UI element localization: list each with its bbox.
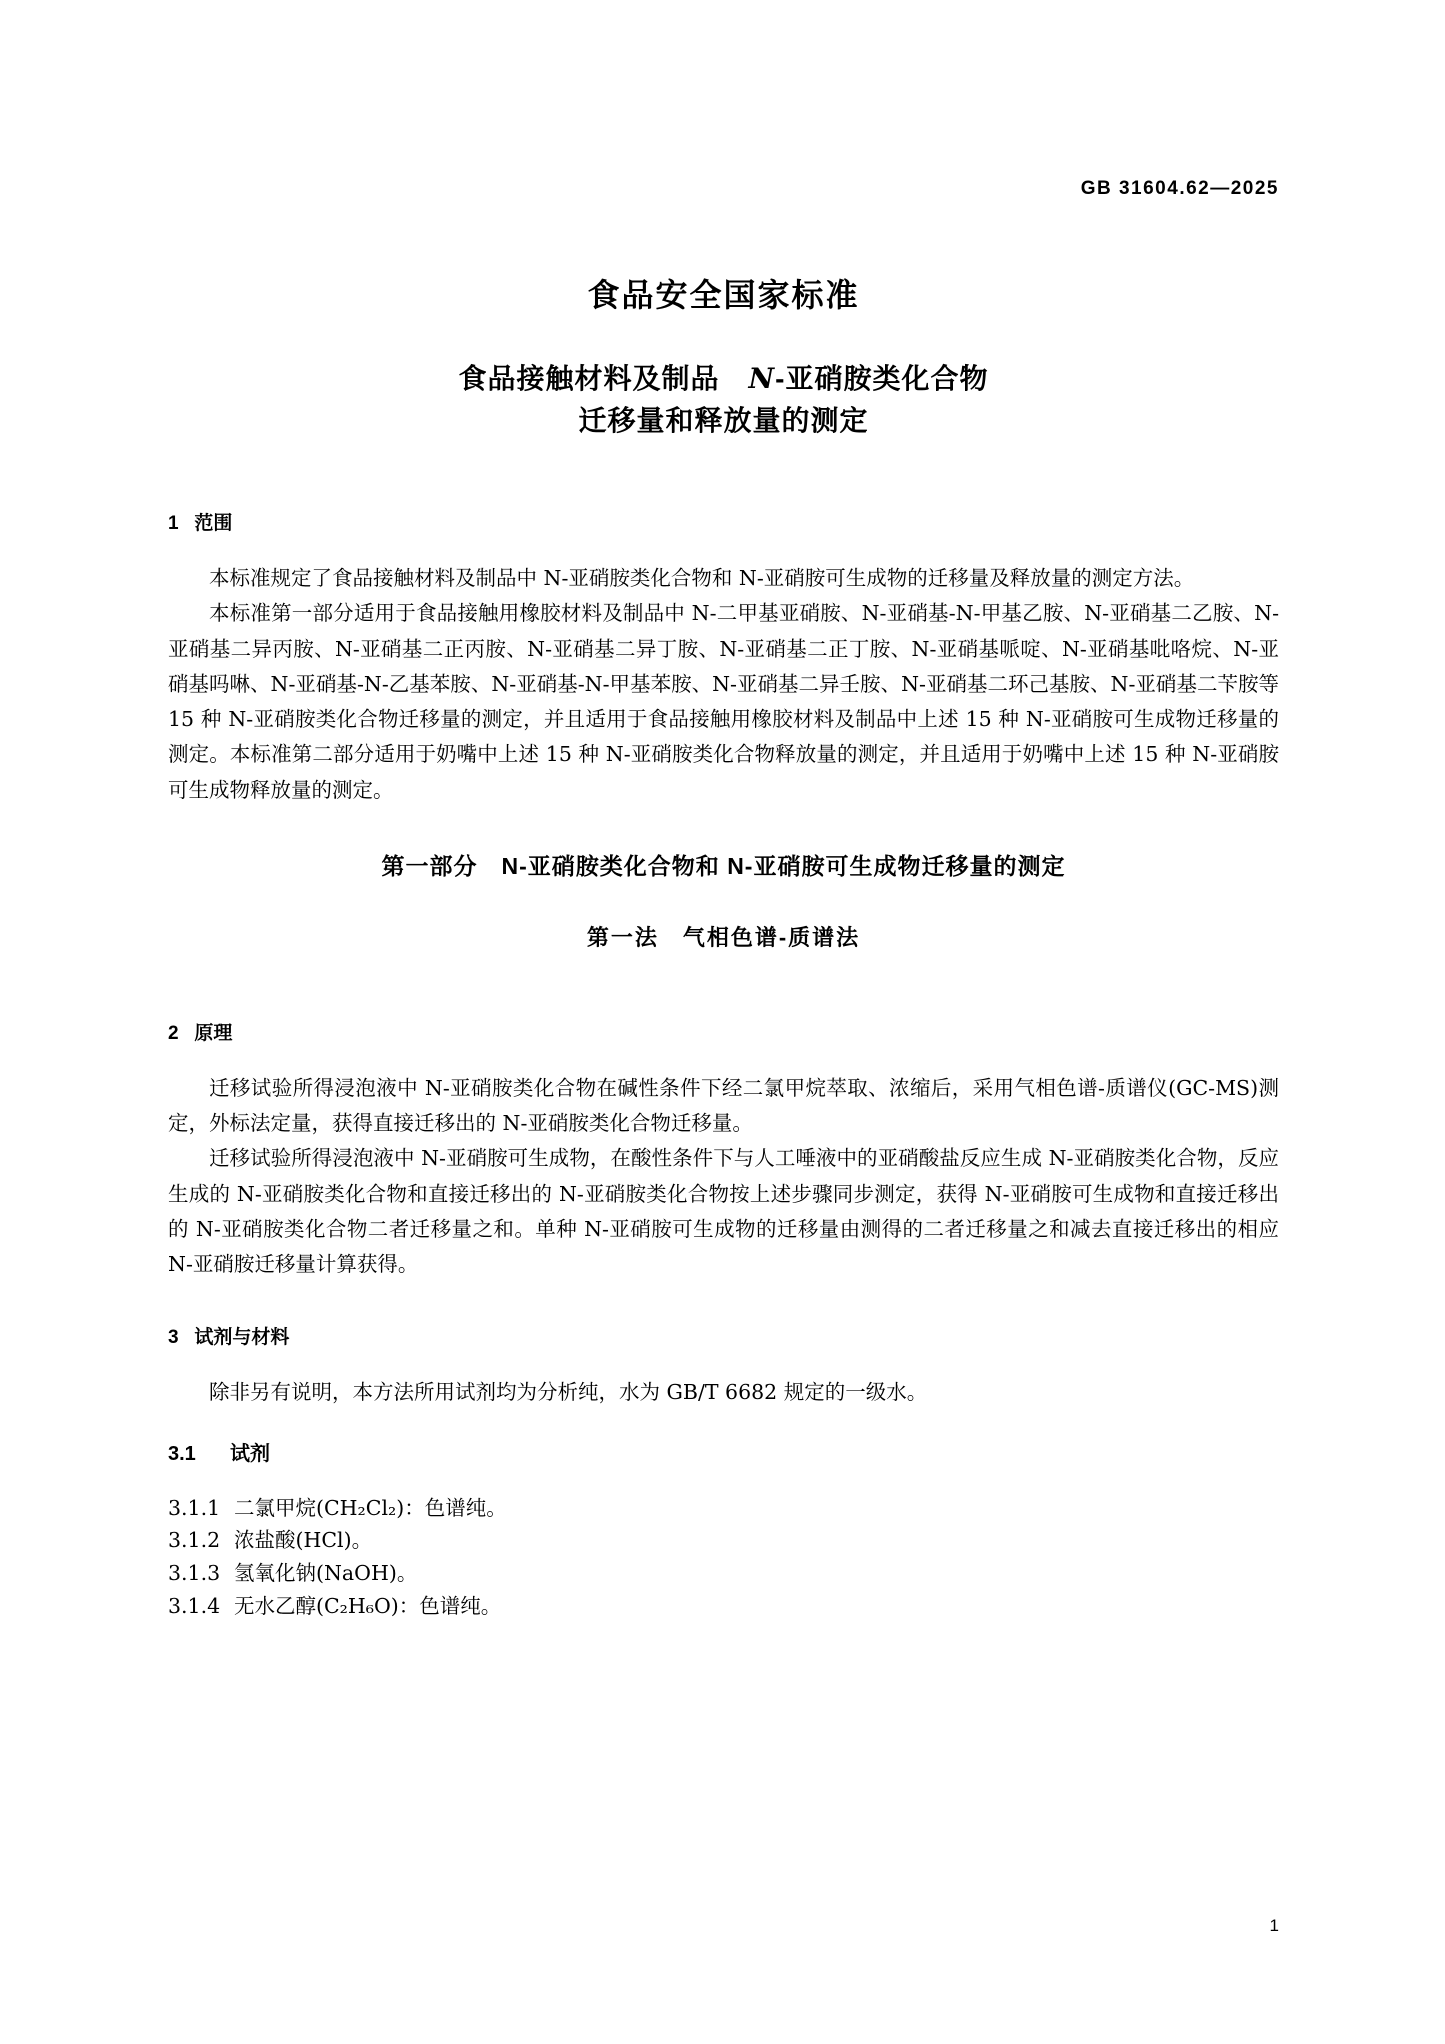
scope-paragraph-1: 本标准规定了食品接触材料及制品中 N-亚硝胺类化合物和 N-亚硝胺可生成物的迁移量及释放量的测定方法。 (209, 566, 1195, 590)
page-number: 1 (1269, 1916, 1279, 1935)
part-one-heading: 第一部分 N-亚硝胺类化合物和 N-亚硝胺可生成物迁移量的测定 (381, 852, 1066, 879)
page-header-standard-code: GB 31604.62—2025 (1080, 178, 1279, 199)
subsection-label-reagents: 试剂 (230, 1442, 270, 1465)
document-body (168, 270, 1279, 1623)
section-heading-reagents (168, 1322, 1279, 1349)
subsection-number-31: 3.1 (168, 1442, 196, 1465)
list-item-text: 浓盐酸(HCl)。 (234, 1528, 373, 1553)
section-heading-scope (168, 508, 1279, 535)
list-item-number: 3.1.2 (168, 1528, 221, 1553)
subtitle-line-3: 迁移量和释放量的测定 (578, 405, 869, 436)
subtitle-italic-n: N (748, 362, 776, 395)
section-number-3: 3 (168, 1327, 179, 1349)
list-item-text: 二氯甲烷(CH₂Cl₂)：色谱纯。 (234, 1495, 507, 1520)
section-number-1: 1 (168, 513, 179, 534)
method-one-heading: 第一法 气相色谱-质谱法 (586, 924, 861, 950)
list-item (168, 1590, 1279, 1623)
section-number-2: 2 (168, 1022, 179, 1044)
principle-paragraph-1: 迁移试验所得浸泡液中 N-亚硝胺类化合物在碱性条件下经二氯甲烷萃取、浓缩后，采用气相色谱-质谱仪(GC-MS)测定，外标法定量，获得直接迁移出的 N-亚硝胺类化合物迁移量。 (168, 1075, 1279, 1135)
page-title: 食品安全国家标准 (587, 277, 860, 313)
subtitle-part-2: -亚硝胺类化合物 (775, 363, 989, 394)
subsection-heading-reagent-list (168, 1437, 1279, 1466)
principle-paragraph-2: 迁移试验所得浸泡液中 N-亚硝胺可生成物，在酸性条件下与人工唾液中的亚硝酸盐反应生成 N-亚硝胺类化合物，反应生成的 N-亚硝胺类化合物和直接迁移出的 N-亚硝胺类化合物按上述步骤同步测定，获得 N-亚硝胺可生成物和直接迁移出的 N-亚硝胺类化合物二者迁移量之和。单种 N-亚硝胺可生成物的迁移量由测得的二者迁移量之和减去直接迁移出的相应 N-亚硝胺迁移量计算获得。 (168, 1146, 1279, 1276)
subtitle-part-1: 食品接触材料及制品 (458, 363, 749, 394)
list-item (168, 1524, 1279, 1557)
list-item (168, 1492, 1279, 1525)
section-label-principle: 原理 (194, 1022, 233, 1044)
list-item-number: 3.1.4 (168, 1593, 221, 1618)
document-subtitle (168, 358, 1279, 442)
list-item (168, 1557, 1279, 1590)
list-item-text: 无水乙醇(C₂H₆O)：色谱纯。 (234, 1593, 502, 1618)
list-item-number: 3.1.1 (168, 1495, 221, 1520)
section-heading-principle (168, 1018, 1279, 1045)
list-item-number: 3.1.3 (168, 1561, 221, 1586)
reagents-paragraph-1: 除非另有说明，本方法所用试剂均为分析纯，水为 GB/T 6682 规定的一级水。 (209, 1380, 928, 1405)
scope-paragraph-2: 本标准第一部分适用于食品接触用橡胶材料及制品中 N-二甲基亚硝胺、N-亚硝基-N-甲基乙胺、N-亚硝基二乙胺、N-亚硝基二异丙胺、N-亚硝基二正丙胺、N-亚硝基二异丁胺、N-亚硝基二正丁胺、N-亚硝基哌啶、N-亚硝基吡咯烷、N-亚硝基吗啉、N-亚硝基-N-乙基苯胺、N-亚硝基-N-甲基苯胺、N-亚硝基二异壬胺、N-亚硝基二环己基胺、N-亚硝基二苄胺等 15 种 N-亚硝胺类化合物迁移量的测定，并且适用于食品接触用橡胶材料及制品中上述 15 种 N-亚硝胺可生成物迁移量的测定。本标准第二部分适用于奶嘴中上述 15 种 N-亚硝胺类化合物释放量的测定，并且适用于奶嘴中上述 15 种 N-亚硝胺可生成物释放量的测定。 (168, 601, 1279, 802)
section-label-reagents: 试剂与材料 (194, 1327, 290, 1349)
list-item-text: 氢氧化钠(NaOH)。 (234, 1561, 418, 1586)
section-label-scope: 范围 (194, 513, 233, 534)
